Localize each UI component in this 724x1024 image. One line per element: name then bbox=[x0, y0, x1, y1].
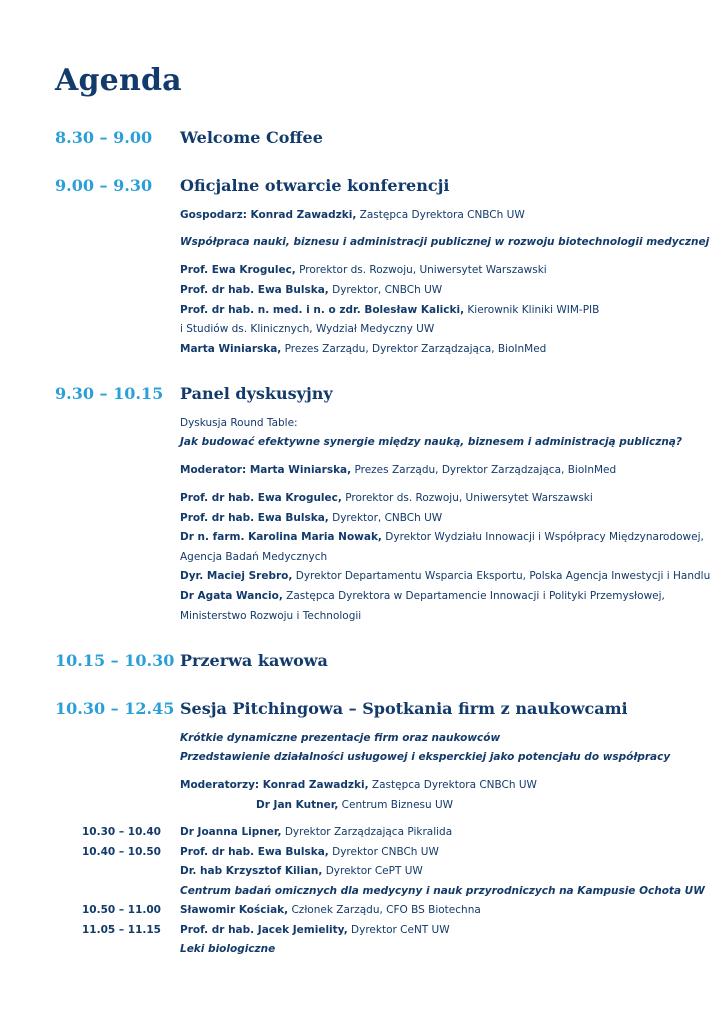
speaker-line bbox=[180, 343, 546, 355]
session-time: 8.30 – 9.00 bbox=[55, 128, 153, 147]
speaker-role: Ministerstwo Rozwoju i Technologii bbox=[180, 610, 362, 622]
session-title: Sesja Pitchingowa – Spotkania firm z naukowcami bbox=[180, 699, 628, 718]
talk-line bbox=[180, 826, 452, 838]
session-title: Welcome Coffee bbox=[180, 128, 323, 147]
page-title: Agenda bbox=[55, 63, 182, 98]
speaker-role: Kierownik Kliniki WIM-PIB bbox=[464, 304, 600, 316]
speaker-line bbox=[180, 531, 704, 543]
speaker-role: Agencja Badań Medycznych bbox=[180, 551, 328, 563]
host-role: Zastępca Dyrektora CNBCh UW bbox=[356, 209, 525, 221]
moderator-name: Konrad Zawadzki, bbox=[259, 779, 369, 791]
host-name: Gospodarz: Konrad Zawadzki, bbox=[180, 209, 357, 221]
speaker-role: Prorektor ds. Rozwoju, Uniwersytet Warszawski bbox=[341, 492, 593, 504]
host-line bbox=[180, 209, 525, 221]
speaker-role: Zastępca Dyrektora w Departamencie Innowacji i Polityki Przemysłowej, bbox=[282, 590, 665, 602]
speaker-line bbox=[180, 264, 547, 276]
session-topic: Współpraca nauki, biznesu i administracji publicznej w rozwoju biotechnologii medycznej bbox=[180, 236, 710, 248]
talk-time: 11.05 – 11.15 bbox=[82, 924, 161, 936]
moderators-label: Moderatorzy: bbox=[180, 779, 260, 791]
speaker-name: Prof. dr hab. n. med. i n. o zdr. Bolesław Kalicki, bbox=[180, 304, 465, 316]
moderator-name: Dr Jan Kutner, bbox=[256, 799, 339, 811]
session-intro: Dyskusja Round Table: bbox=[180, 417, 298, 429]
moderator-line bbox=[180, 464, 616, 476]
talk-topic: Centrum badań omicznych dla medycyny i nauk przyrodniczych na Kampusie Ochota UW bbox=[180, 885, 705, 897]
session-title: Oficjalne otwarcie konferencji bbox=[180, 176, 450, 195]
talk-speaker: Sławomir Kościak, bbox=[180, 904, 289, 916]
speaker-line bbox=[180, 570, 710, 582]
session-note: Krótkie dynamiczne prezentacje firm oraz naukowców bbox=[180, 732, 501, 744]
speaker-name: Dr n. farm. Karolina Maria Nowak, bbox=[180, 531, 382, 543]
talk-topic: Leki biologiczne bbox=[180, 943, 276, 955]
speaker-role: Prorektor ds. Rozwoju, Uniwersytet Warszawski bbox=[295, 264, 547, 276]
session-note: Przedstawienie działalności usługowej i eksperckiej jako potencjału do współpracy bbox=[180, 751, 671, 763]
speaker-name: Prof. Ewa Krogulec, bbox=[180, 264, 296, 276]
speaker-name: Prof. dr hab. Ewa Bulska, bbox=[180, 284, 329, 296]
speaker-line bbox=[180, 284, 442, 296]
speaker-name: Dr Agata Wancio, bbox=[180, 590, 283, 602]
moderator-role: Centrum Biznesu UW bbox=[338, 799, 454, 811]
talk-role: Dyrektor CePT UW bbox=[322, 865, 423, 877]
talk-line bbox=[180, 924, 450, 936]
speaker-name: Prof. dr hab. Ewa Bulska, bbox=[180, 512, 329, 524]
session-time: 10.15 – 10.30 bbox=[55, 651, 175, 670]
speaker-role: Dyrektor Wydziału Innowacji i Współpracy Międzynarodowej, bbox=[381, 531, 704, 543]
speaker-role: i Studiów ds. Klinicznych, Wydział Medyczny UW bbox=[180, 323, 435, 335]
speaker-name: Dyr. Maciej Srebro, bbox=[180, 570, 293, 582]
session-time: 9.00 – 9.30 bbox=[55, 176, 153, 195]
speaker-role: Dyrektor, CNBCh UW bbox=[328, 284, 443, 296]
talk-time: 10.30 – 10.40 bbox=[82, 826, 161, 838]
talk-line bbox=[180, 904, 481, 916]
talk-speaker: Prof. dr hab. Jacek Jemielity, bbox=[180, 924, 348, 936]
speaker-role: Prezes Zarządu, Dyrektor Zarządzająca, BioInMed bbox=[281, 343, 547, 355]
talk-speaker: Prof. dr hab. Ewa Bulska, bbox=[180, 846, 329, 858]
speaker-line bbox=[180, 610, 361, 622]
speaker-role: Dyrektor, CNBCh UW bbox=[328, 512, 443, 524]
speaker-line bbox=[180, 590, 665, 602]
session-time: 10.30 – 12.45 bbox=[55, 699, 175, 718]
talk-role: Dyrektor Zarządzająca Pikralida bbox=[281, 826, 453, 838]
speaker-line bbox=[180, 551, 327, 563]
speaker-name: Prof. dr hab. Ewa Krogulec, bbox=[180, 492, 342, 504]
session-topic: Jak budować efektywne synergie między nauką, biznesem i administracją publiczną? bbox=[180, 436, 682, 448]
session-title: Panel dyskusyjny bbox=[180, 384, 333, 403]
talk-line bbox=[180, 865, 423, 877]
moderator-role: Prezes Zarządu, Dyrektor Zarządzająca, BioInMed bbox=[351, 464, 617, 476]
speaker-line bbox=[180, 304, 599, 316]
speaker-line bbox=[180, 512, 442, 524]
moderator-name: Moderator: Marta Winiarska, bbox=[180, 464, 352, 476]
talk-time: 10.50 – 11.00 bbox=[82, 904, 161, 916]
moderator-line bbox=[180, 779, 537, 791]
speaker-line bbox=[180, 323, 434, 335]
speaker-name: Marta Winiarska, bbox=[180, 343, 282, 355]
moderator-line bbox=[256, 799, 453, 811]
talk-role: Dyrektor CNBCh UW bbox=[328, 846, 439, 858]
session-title: Przerwa kawowa bbox=[180, 651, 328, 670]
talk-role: Członek Zarządu, CFO BS Biotechna bbox=[288, 904, 481, 916]
session-time: 9.30 – 10.15 bbox=[55, 384, 164, 403]
speaker-role: Dyrektor Departamentu Wsparcia Eksportu, Polska Agencja Inwestycji i Handlu bbox=[292, 570, 711, 582]
talk-speaker: Dr. hab Krzysztof Kilian, bbox=[180, 865, 323, 877]
talk-speaker: Dr Joanna Lipner, bbox=[180, 826, 282, 838]
talk-time: 10.40 – 10.50 bbox=[82, 846, 161, 858]
moderator-role: Zastępca Dyrektora CNBCh UW bbox=[368, 779, 537, 791]
speaker-line bbox=[180, 492, 593, 504]
talk-role: Dyrektor CeNT UW bbox=[347, 924, 450, 936]
talk-line bbox=[180, 846, 439, 858]
